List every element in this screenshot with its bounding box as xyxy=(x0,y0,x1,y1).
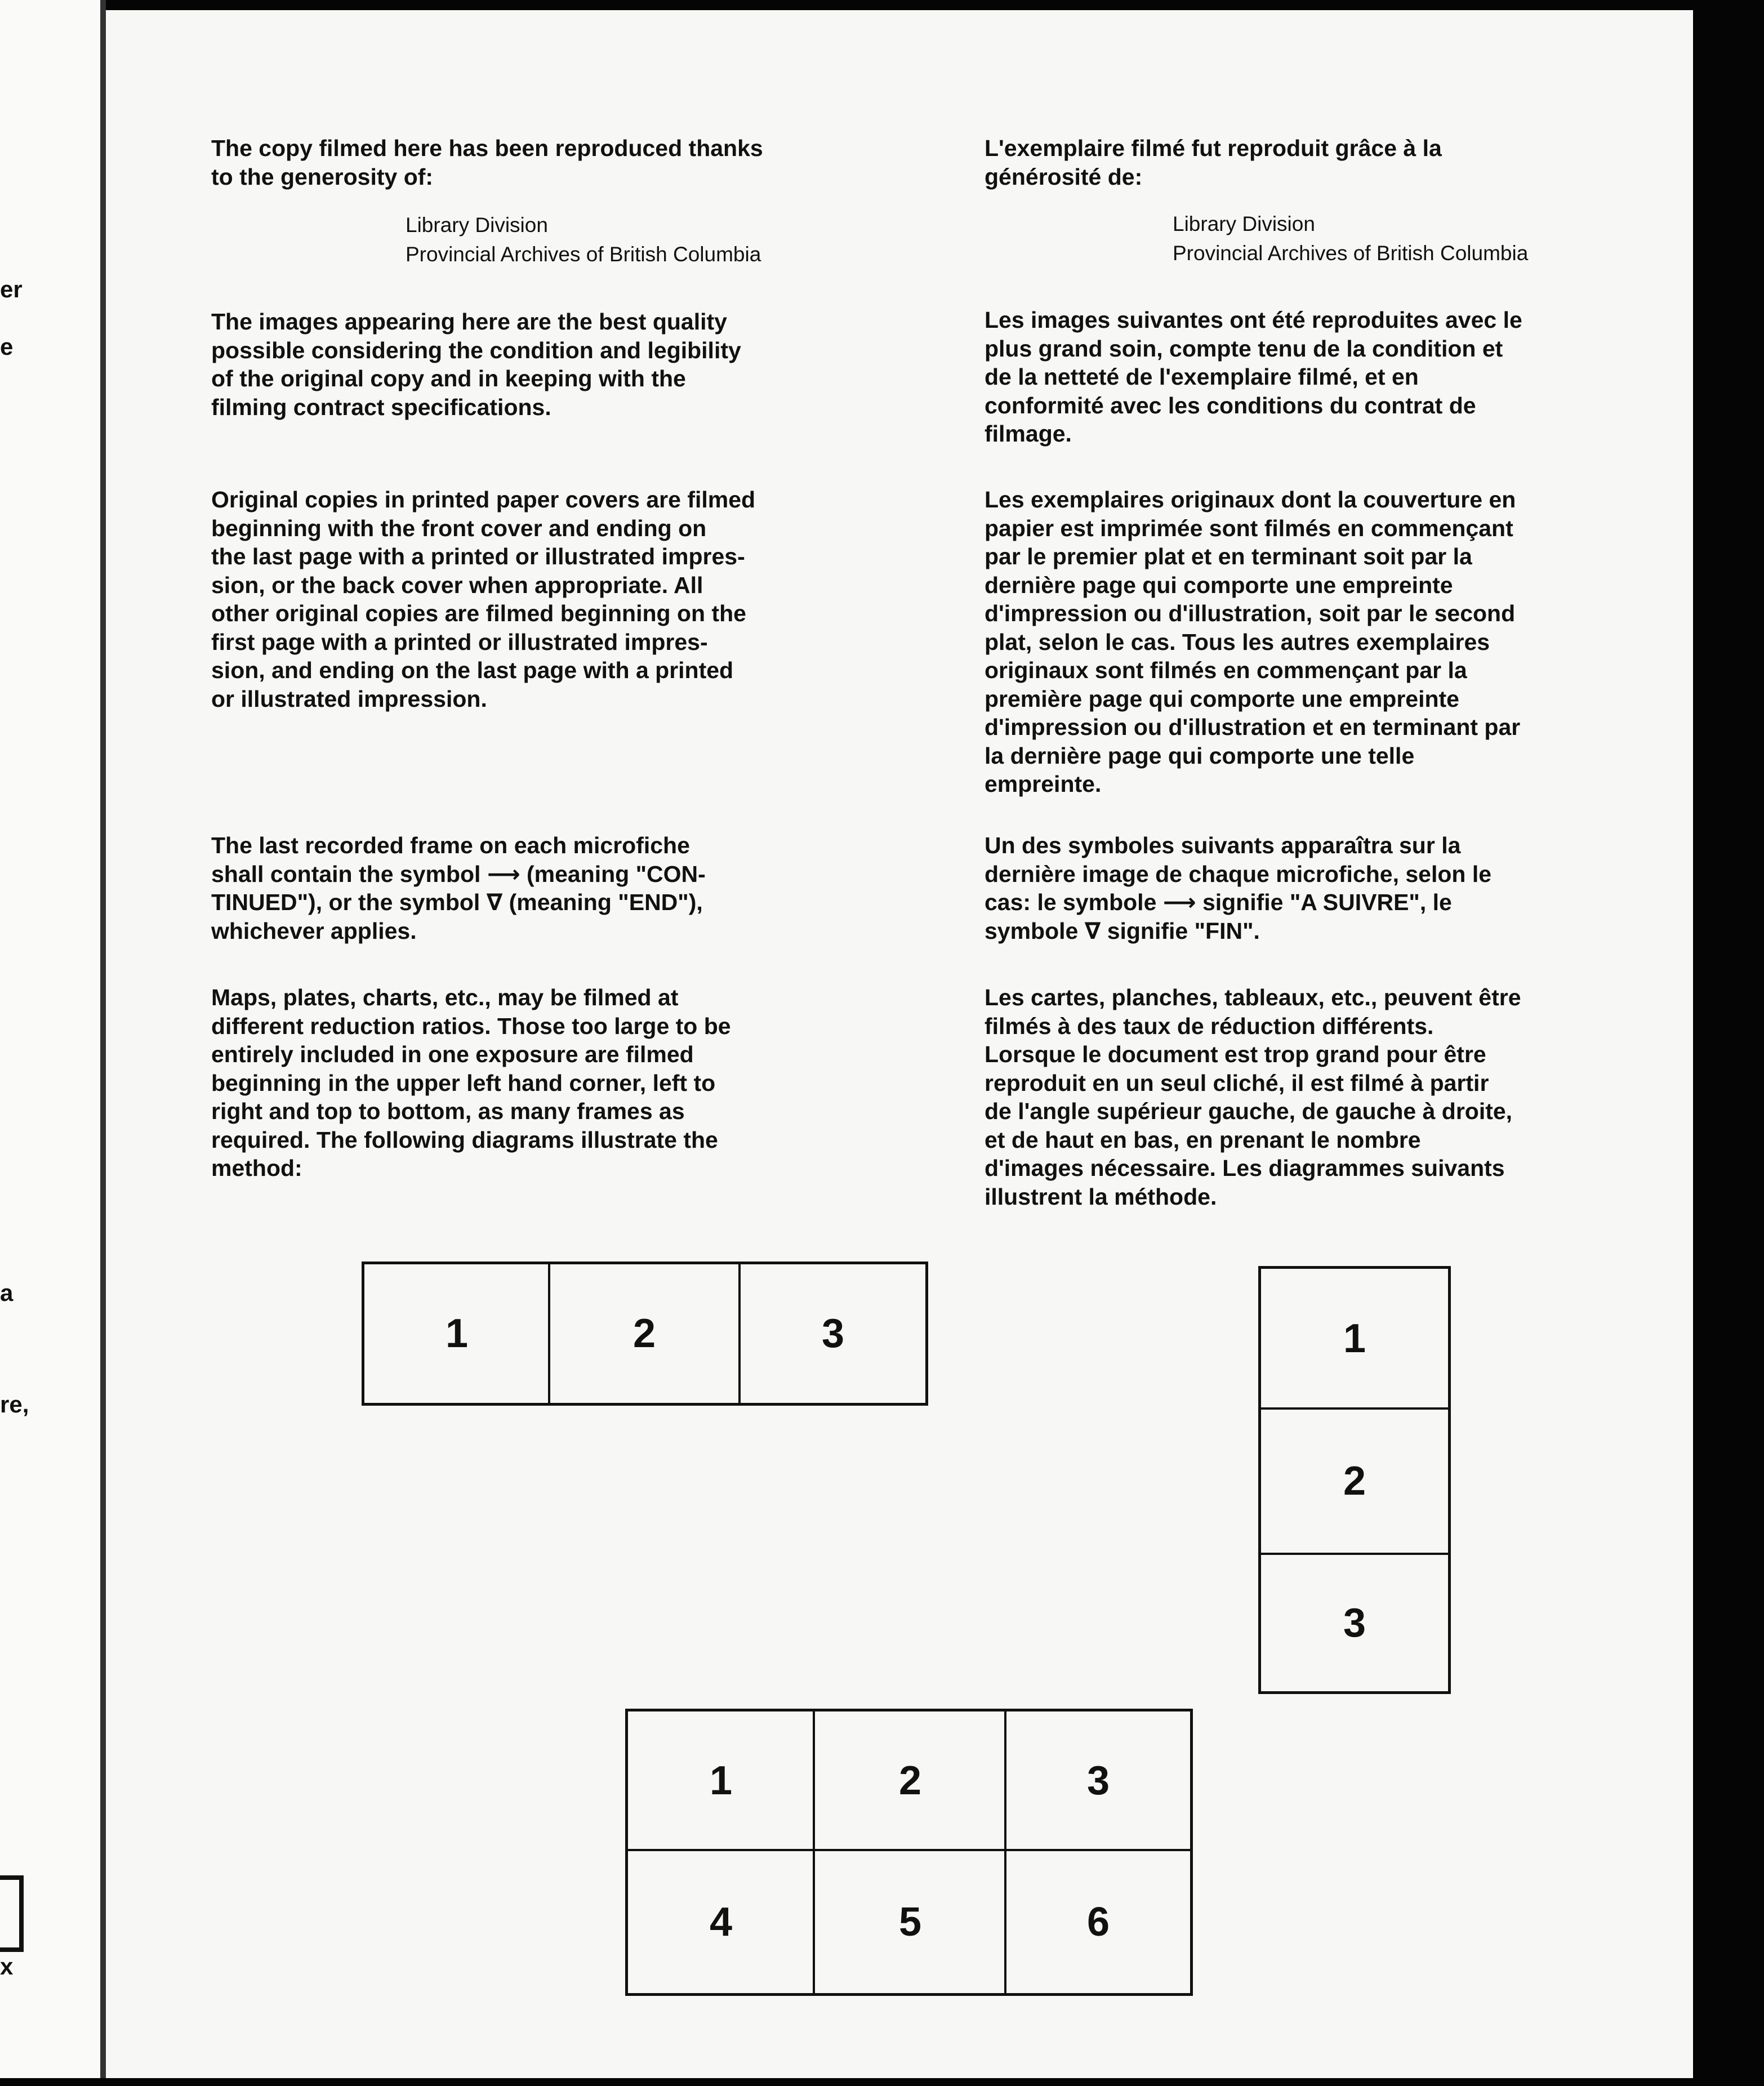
english-symbols-paragraph: The last recorded frame on each microfiche shall contain the symbol ⟶ (meaning "CON- TINUED"), or the symbol ∇ (meaning "END"), whichever applies. xyxy=(211,832,706,944)
diagram-frame: 1 xyxy=(445,1311,469,1356)
previous-page-strip xyxy=(0,0,106,2086)
diagram-frame: 5 xyxy=(898,1900,922,1945)
french-symbols-paragraph: Un des symboles suivants apparaîtra sur la dernière image de chaque microfiche, selon le cas: le symbole ⟶ signifie "A SUIVRE", le symbole ∇ signifie "FIN". xyxy=(985,832,1492,944)
page-edge xyxy=(100,0,106,2086)
diagram-frame: 3 xyxy=(1343,1601,1366,1646)
english-credit: Library Division Provincial Archives of British Columbia xyxy=(406,213,761,266)
previous-page-frame-box xyxy=(0,1875,24,1952)
english-covers-paragraph: Original copies in printed paper covers are filmed beginning with the front cover and ending on the last page with a printed or illustrated impres- sion, or the back cover when appropriate. All other original copies are filmed beginning on the first page with a printed or illustrated impres- sion, and ending on the last page with a printed or illustrated impression. xyxy=(211,487,756,712)
diagram-frame: 4 xyxy=(709,1900,733,1945)
diagram-frame: 2 xyxy=(1343,1459,1366,1504)
french-maps-paragraph: Les cartes, planches, tableaux, etc., peuvent être filmés à des taux de réduction différents. Lorsque le document est trop grand pour être reproduit en un seul cliché, il est filmé à partir de l'angle supérieur gauche, de gauche à droite, et de haut en bas, en prenant le nombre d'images nécessaire. Les diagrammes suivants illustrent la méthode. xyxy=(985,984,1521,1210)
diagram-frame: 3 xyxy=(1086,1758,1110,1803)
margin-fragment: e xyxy=(0,333,14,360)
diagram-frame: 2 xyxy=(898,1758,922,1803)
french-intro: L'exemplaire filmé fut reproduit grâce à la générosité de: xyxy=(985,135,1442,190)
diagram-frame: 1 xyxy=(1343,1316,1366,1361)
english-quality-paragraph: The images appearing here are the best quality possible considering the condition and legibility of the original copy and in keeping with the filming contract specifications. xyxy=(211,309,741,420)
english-maps-paragraph: Maps, plates, charts, etc., may be filmed at different reduction ratios. Those too large to be entirely included in one exposure are filmed beginning in the upper left hand corner, left to right and top to bottom, as many frames as required. The following diagrams illustrate the method: xyxy=(211,984,731,1181)
diagram-grid xyxy=(625,1709,1193,1996)
margin-fragment: er xyxy=(0,276,23,302)
french-credit: Library Division Provincial Archives of British Columbia xyxy=(1173,212,1529,265)
french-quality-paragraph: Les images suivantes ont été reproduites avec le plus grand soin, compte tenu de la condition et de la netteté de l'exemplaire filmé, et en conformité avec les conditions du contrat de filmage. xyxy=(985,307,1522,447)
margin-fragment: x xyxy=(0,1953,14,1980)
english-intro: The copy filmed here has been reproduced thanks to the generosity of: xyxy=(211,135,763,190)
scan-border-right xyxy=(1693,0,1764,2086)
diagram-vertical xyxy=(1258,1266,1451,1694)
diagram-frame: 3 xyxy=(821,1311,845,1356)
diagram-frame: 2 xyxy=(632,1311,656,1356)
margin-fragment: a xyxy=(0,1280,14,1306)
french-covers-paragraph: Les exemplaires originaux dont la couverture en papier est imprimée sont filmés en commençant par le premier plat et en terminant soit par la dernière page qui comporte une empreinte d'impression ou d'illustration, soit par le second plat, selon le cas. Tous les autres exemplaires originaux sont filmés en commençant par la première page qui comporte une empreinte d'impression ou d'illustration et en terminant par la dernière page qui comporte une telle empreinte. xyxy=(985,487,1521,797)
margin-fragment: re, xyxy=(0,1391,29,1418)
diagram-frame: 6 xyxy=(1086,1900,1110,1945)
scan-border-bottom xyxy=(0,2078,1764,2086)
diagram-frame: 1 xyxy=(709,1758,733,1803)
diagram-horizontal xyxy=(362,1262,928,1406)
scan-border-top xyxy=(106,0,1764,10)
